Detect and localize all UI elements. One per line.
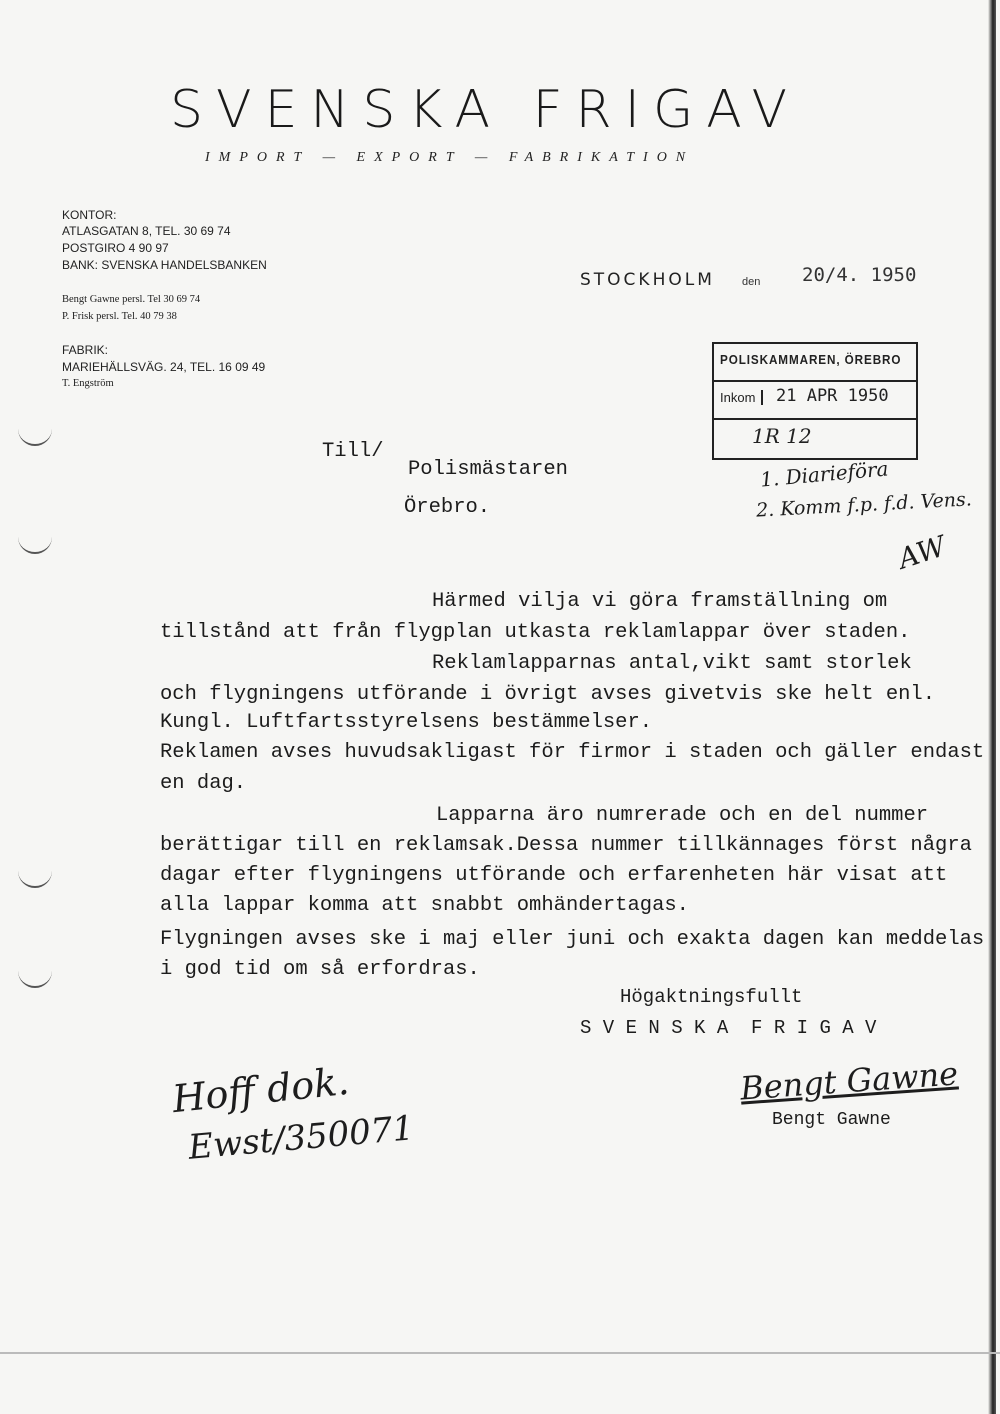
handwritten-note: Ewst/350071 bbox=[186, 1108, 416, 1168]
body-line: Flygningen avses ske i maj eller juni och exakta dagen kan meddelas bbox=[160, 928, 985, 951]
body-line: i god tid om så erfordras. bbox=[160, 958, 480, 981]
factory-label: FABRIK: bbox=[62, 343, 109, 357]
letter-date: 20/4. 1950 bbox=[802, 264, 917, 286]
punch-hole bbox=[18, 536, 52, 554]
body-line: Lapparna äro numrerade och en del nummer bbox=[436, 804, 929, 827]
body-line: Reklamlapparnas antal,vikt samt storlek bbox=[432, 652, 912, 675]
body-line: tillstånd att från flygplan utkasta reklamlappar över staden. bbox=[160, 621, 911, 644]
handwritten-initials: AW bbox=[894, 529, 950, 576]
stamp-row bbox=[712, 418, 918, 460]
recipient-city: Örebro. bbox=[404, 496, 491, 519]
postgiro: POSTGIRO 4 90 97 bbox=[62, 241, 169, 255]
received-stamp bbox=[712, 342, 918, 460]
office-address: ATLASGATAN 8, TEL. 30 69 74 bbox=[62, 224, 231, 238]
body-line: Reklamen avses huvudsakligast för firmor i staden och gäller endast bbox=[160, 741, 985, 764]
stamp-authority: POLISKAMMAREN, ÖREBRO bbox=[720, 352, 902, 367]
stamp-registration: 1R 12 bbox=[752, 424, 812, 448]
handwritten-note: 1. Diarieföra bbox=[759, 456, 890, 492]
stamp-received-label: Inkom bbox=[720, 390, 763, 405]
body-line: alla lappar komma att snabbt omhändertagas. bbox=[160, 894, 689, 917]
scan-edge bbox=[988, 0, 996, 1414]
salutation: Till/ bbox=[322, 440, 384, 463]
signer-name: Bengt Gawne bbox=[772, 1110, 891, 1130]
stamp-received-date: 21 APR 1950 bbox=[776, 386, 889, 406]
signature: Bengt Gawne bbox=[738, 1054, 960, 1108]
office-label: KONTOR: bbox=[62, 208, 117, 222]
closing-company: S V E N S K A F R I G A V bbox=[580, 1017, 877, 1039]
factory-address: MARIEHÄLLSVÄG. 24, TEL. 16 09 49 bbox=[62, 360, 266, 374]
factory-contact: T. Engström bbox=[62, 378, 114, 389]
closing-greeting: Högaktningsfullt bbox=[620, 986, 803, 1008]
body-line: berättigar till en reklamsak.Dessa nummer tillkännages först några bbox=[160, 834, 972, 857]
body-line: och flygningens utförande i övrigt avses givetvis ske helt enl. bbox=[160, 683, 936, 706]
contact-gawne: Bengt Gawne persl. Tel 30 69 74 bbox=[62, 294, 201, 305]
punch-hole bbox=[18, 870, 52, 888]
den-label: den bbox=[742, 276, 761, 288]
recipient-title: Polismästaren bbox=[408, 458, 568, 481]
bank: BANK: SVENSKA HANDELSBANKEN bbox=[62, 258, 267, 272]
handwritten-note: 2. Komm f.p. f.d. Vens. bbox=[755, 488, 973, 522]
body-line: en dag. bbox=[160, 772, 247, 795]
company-tagline: IMPORT — EXPORT — FABRIKATION bbox=[205, 150, 695, 165]
company-name: SVENSKA FRIGAV bbox=[170, 80, 801, 140]
handwritten-note: Hoff dok. bbox=[170, 1058, 352, 1122]
punch-hole bbox=[18, 428, 52, 446]
body-line: dagar efter flygningens utförande och erfarenheten här visat att bbox=[160, 864, 948, 887]
scan-edge-bottom bbox=[0, 1352, 1000, 1354]
punch-hole bbox=[18, 970, 52, 988]
city: STOCKHOLM bbox=[580, 270, 715, 290]
body-line: Härmed vilja vi göra framställning om bbox=[432, 590, 888, 613]
contact-frisk: P. Frisk persl. Tel. 40 79 38 bbox=[62, 311, 177, 322]
body-line: Kungl. Luftfartsstyrelsens bestämmelser. bbox=[160, 711, 653, 734]
